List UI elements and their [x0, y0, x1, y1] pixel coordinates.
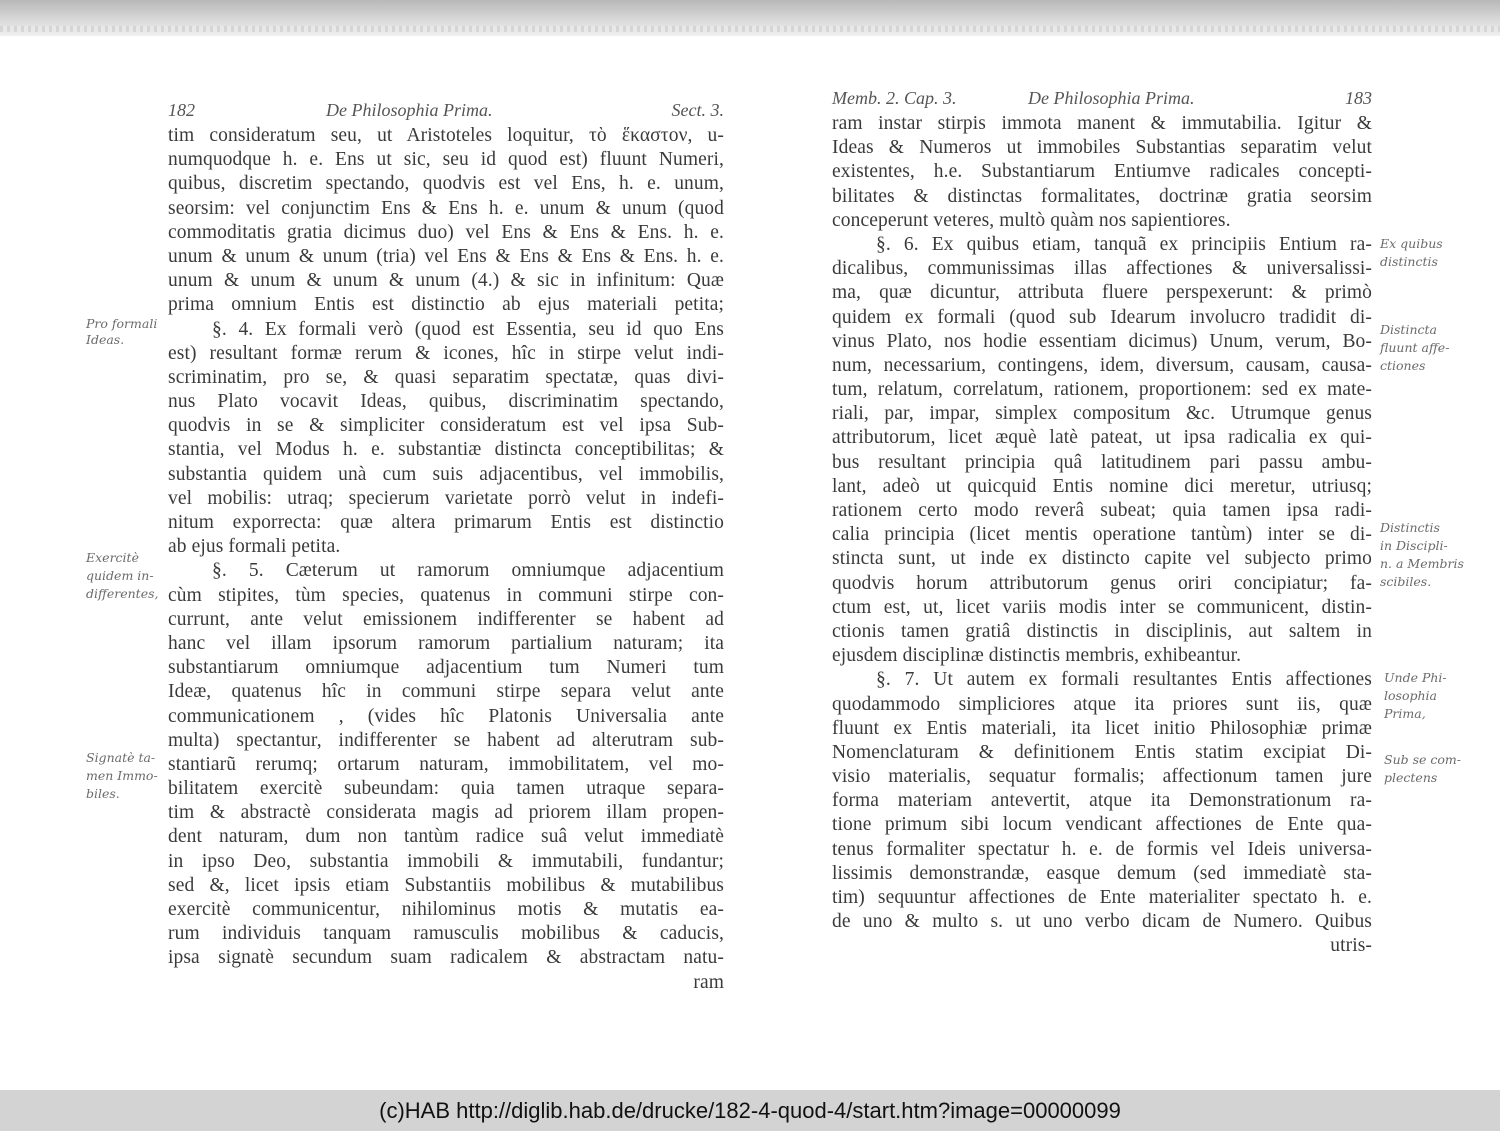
left-page — [168, 100, 724, 995]
text-line: visio materialis, sequatur formalis; affectionum tamen jure — [832, 766, 1372, 788]
text-line: lissimis demonstrandæ, easque demum (sed immediatè sta- — [832, 862, 1372, 884]
text-line: ejusdem disciplinæ distinctis membris, exhibeantur. — [832, 645, 1242, 667]
text-line: bus resultant principia quâ latitudinem pari passu ambu- — [832, 451, 1372, 473]
text-line: unum & unum & unum (tria) vel Ens & Ens & Ens & Ens. h. e. — [168, 245, 724, 267]
text-line: calia principia (licet mentis operatione tantùm) inter se di- — [832, 524, 1372, 546]
catchword: ram — [693, 971, 724, 993]
right-running-title: De Philosophia Prima. — [1028, 88, 1195, 108]
margin-note: Ideas. — [86, 332, 125, 347]
margin-note: fluunt affe- — [1380, 340, 1450, 355]
text-line: tum, relatum, correlatum, rationem, proportionem: sed ex mate- — [832, 379, 1372, 401]
text-line: currunt, ante velut emissionem indifferenter se habent ad — [168, 608, 724, 630]
source-url-text[interactable]: (c)HAB http://diglib.hab.de/drucke/182-4-quod-4/start.htm?image=00000099 — [379, 1097, 1121, 1123]
paragraph-7-start: §. 7. Ut autem ex formali resultantes Entis affectiones — [876, 669, 1372, 691]
paragraph-6-start: §. 6. Ex quibus etiam, tanquã ex principiis Entium ra- — [876, 233, 1372, 255]
text-line: bilitates & distinctas formalitates, doctrinæ gratia seorsim — [832, 185, 1372, 207]
margin-note: plectens — [1384, 770, 1438, 785]
text-line: substantia quidem unà cum suis adjacentibus, vel immobilis, — [168, 463, 724, 485]
text-line: ctionis tamen gratiâ distinctis in disciplinis, aut saltem in — [832, 620, 1372, 642]
text-line: tione primum sibi locum vendicant affectiones de Ente qua- — [832, 814, 1372, 836]
text-line: nus Plato vocavit Ideas, quibus, discriminatim spectando, — [168, 391, 724, 413]
scan-binding-shadow — [0, 26, 1500, 32]
text-line: quibus, discretim spectando, quodvis est vel Ens, h. e. unum, — [168, 173, 724, 195]
left-text-block — [168, 124, 724, 995]
text-line: lant, adeò ut quicquid Entis nomine dici meretur, utriusq; — [832, 475, 1372, 497]
text-line: quidem ex formali (quod sub Idearum involucro tradidit di- — [832, 306, 1372, 328]
text-line: quodvis in se & simpliciter consideratum est vel ipsa Sub- — [168, 415, 724, 437]
text-line: Ideæ, quatenus hîc in communi stirpe separa velut ante — [168, 681, 724, 703]
right-text-block — [832, 112, 1372, 959]
text-line: in ipso Deo, substantia immobili & immutabili, fundantur; — [168, 850, 724, 872]
text-line: unum & unum & unum & unum (4.) & sic in infinitum: Quæ — [168, 270, 724, 292]
text-line: communicationem , (vides hîc Platonis Universalia ante — [168, 705, 724, 727]
text-line: sed &, licet ipsis etiam Substantiis mobilibus & mutabilibus — [168, 874, 724, 896]
margin-note: Pro formali — [86, 316, 158, 331]
text-line: nitum exporrecta: quæ altera primarum Entis est distinctio — [168, 512, 724, 533]
text-line: tim & abstractè considerata magis ad priorem illam propen- — [168, 802, 724, 824]
text-line: seorsim: vel conjunctim Ens & Ens h. e. unum & unum (quod — [168, 197, 724, 219]
right-running-head — [832, 88, 1372, 112]
paragraph-5-start: §. 5. Cæterum ut ramorum omniumque adjacentium — [212, 560, 724, 582]
margin-note: men Immo- — [86, 768, 158, 783]
left-running-head — [168, 100, 724, 124]
left-section-marker: Sect. 3. — [671, 100, 724, 120]
text-line: dent naturam, dum non tantùm radice suâ velut immediatè — [168, 826, 724, 848]
text-line: ram instar stirpis immota manent & immutabilia. Igitur & — [832, 113, 1372, 134]
text-line: ma, quæ dicuntur, attributa fluere perspexerunt: & primò — [832, 282, 1372, 304]
margin-note: Signatè ta- — [86, 750, 156, 765]
margin-note: Exercitè — [86, 550, 139, 565]
text-line: fluunt ex Entis materiali, ita licet initio Philosophiæ primæ — [832, 717, 1372, 739]
margin-note: Unde Phi- — [1384, 670, 1447, 685]
text-line: dicalibus, communissimas illas affectiones & universalissi- — [832, 258, 1372, 280]
margin-note: losophia — [1384, 688, 1437, 703]
text-line: quodammodo simpliciores atque ita priores sunt iis, quæ — [832, 693, 1372, 715]
text-line: bilitatem exercitè subeundam: quia tamen utraque separa- — [168, 778, 724, 800]
left-page-number: 182 — [168, 100, 195, 120]
text-line: quodvis horum attributorum genus oriri concipiatur; fa- — [832, 572, 1372, 594]
text-line: Ideas & Numeros ut immobiles Substantias separatim velut — [832, 137, 1372, 159]
margin-note: biles. — [86, 786, 120, 801]
text-line: rum individuis tanquam ramusculis mobilibus & caducis, — [168, 923, 724, 945]
margin-note: differentes, — [86, 586, 159, 601]
right-page — [832, 88, 1372, 959]
text-line: tenus formaliter spectatur h. e. de formis vel Ideis universa- — [832, 838, 1372, 860]
text-line: prima omnium Entis est distinctio ab ejus materiali petita; — [168, 294, 724, 316]
text-line: Nomenclaturam & definitionem Entis statim excipiat Di- — [832, 741, 1372, 763]
text-line: riali, par, impar, simplex compositum &c. Utrumque genus — [832, 403, 1372, 425]
text-line: num, necessarium, contingens, idem, diversum, causam, causa- — [832, 354, 1372, 376]
text-line: de uno & multo s. ut uno verbo dicam de Numero. Quibus — [832, 911, 1372, 933]
text-line: cùm stipites, tùm species, quatenus in communi stirpe con- — [168, 584, 724, 606]
margin-note: distinctis — [1380, 254, 1438, 269]
text-line: hanc vel illam ipsorum ramorum partialium naturam; ita — [168, 632, 724, 654]
catchword: utris- — [1330, 935, 1372, 957]
text-line: vinus Plato, nos hodie essentiam dicimus) Unum, verum, Bo- — [832, 330, 1372, 352]
right-page-number: 183 — [1345, 88, 1372, 108]
margin-note: Sub se com- — [1384, 752, 1461, 767]
text-line: existentes, h.e. Substantiarum Entiumve radicales concepti- — [832, 161, 1372, 183]
margin-note: quidem in- — [86, 568, 154, 583]
text-line: substantiarum omniumque adjacentium tum Numeri tum — [168, 657, 724, 679]
text-line: scriminatim, pro se, & quasi separatim spectatæ, quas divi- — [168, 366, 724, 388]
text-line: ctum est, ut, licet variis modis inter se communicent, distin- — [832, 596, 1372, 618]
source-footer — [0, 1090, 1500, 1131]
text-line: exercitè communicentur, nihilominus motis & mutatis ea- — [168, 899, 724, 920]
paragraph-4-start: §. 4. Ex formali verò (quod est Essentia, seu id quo Ens — [212, 318, 724, 340]
margin-note: Distincta — [1380, 322, 1437, 337]
text-line: stincta sunt, ut inde ex distincto capite vel subjecto primo — [832, 548, 1372, 570]
text-line: numquodque h. e. Ens ut sic, seu id quod est) fluunt Numeri, — [168, 149, 724, 171]
text-line: rationem certo modo reverâ subeat; quia tamen ipsa radi- — [832, 500, 1372, 521]
margin-note: Prima, — [1384, 706, 1426, 721]
text-line: ab ejus formali petita. — [168, 536, 341, 558]
left-running-title: De Philosophia Prima. — [326, 100, 493, 120]
text-line: est) resultant formæ rerum & icones, hîc in stirpe velut indi- — [168, 342, 724, 364]
margin-note: Distinctis — [1380, 520, 1440, 535]
right-running-left: Memb. 2. Cap. 3. — [832, 88, 957, 108]
text-line: multa) spectantur, indifferenter se habent ad alterutram sub- — [168, 729, 724, 751]
margin-note: scibiles. — [1380, 574, 1432, 589]
text-line: forma materiam antevertit, atque ita Demonstrationum ra- — [832, 790, 1372, 812]
text-line: commoditatis gratia dicimus duo) vel Ens & Ens & Ens. h. e. — [168, 221, 724, 243]
text-line: attributorum, licet æquè latè pateat, ut ipsa radicalia ex qui- — [832, 427, 1372, 449]
margin-note: Ex quibus — [1380, 236, 1443, 251]
text-line: ipsa signatè secundum suam radicalem & abstractam natu- — [168, 947, 724, 969]
margin-note: ctiones — [1380, 358, 1426, 373]
text-line: stantiarũ rerumq; ortarum naturam, immobilitatem, vel mo- — [168, 753, 724, 775]
margin-note: n. a Membris — [1380, 556, 1464, 571]
text-line: vel mobilis: utraq; specierum varietate porrò velut in indefi- — [168, 487, 724, 509]
text-line: tim) sequuntur affectiones de Ente materialiter spectato h. e. — [832, 887, 1372, 908]
text-line: conceperunt veteres, multò quàm nos sapientiores. — [832, 209, 1231, 231]
text-line: stantia, vel Modus h. e. substantiæ distincta conceptibilitas; & — [168, 439, 724, 461]
margin-note: in Discipli- — [1380, 538, 1448, 553]
text-line: tim consideratum seu, ut Aristoteles loquitur, τὸ ἕκαστον, u- — [168, 125, 724, 146]
